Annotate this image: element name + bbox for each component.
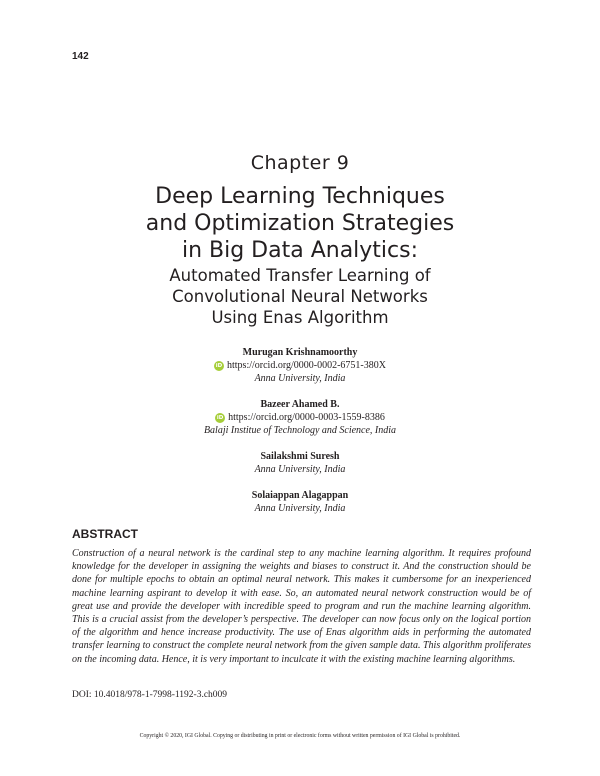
author-affiliation: Anna University, India (254, 503, 346, 514)
author-name: Sailakshmi Suresh (260, 451, 340, 462)
author-block (0, 450, 600, 476)
orcid-icon: iD (215, 362, 223, 369)
author-orcid (0, 411, 600, 424)
chapter-label: Chapter 9 (250, 152, 350, 174)
orcid-link[interactable]: https://orcid.org/0000-0003-1559-8386 (228, 412, 385, 423)
copyright-notice: Copyright © 2020, IGI Global. Copying or distributing in print or electronic forms without written permission of IGI Global is prohibited. (139, 733, 461, 739)
author-affiliation: Balaji Institue of Technology and Science, India (203, 425, 397, 436)
orcid-link[interactable]: https://orcid.org/0000-0002-6751-380X (227, 360, 386, 371)
author-name: Solaiappan Alagappan (251, 490, 349, 501)
subtitle-line: Using Enas Algorithm (211, 308, 389, 327)
author-block (0, 398, 600, 437)
author-name: Bazeer Ahamed B. (260, 399, 340, 410)
abstract-body: Construction of a neural network is the cardinal step to any machine learning algorithm. It requires profound knowledge for the developer in assigning the weights and biases to construct it. And the construction should be done for multiple epochs to obtain an optimal neural network. This makes it cumbersome for an inexperienced machine learning aspirant to develop it with ease. So, an automated neural network construction would be of great use and provide the developer with incredible speed to program and run the machine learning algorithm. This is a crucial assist from the developer’s perspective. The developer can now focus only on the logical portion of the algorithm and hence increase productivity. The use of Enas algorithm aids in performing the automated transfer learning to construct the complete neural network from the given sample data. This algorithm proliferates on the incoming data. Hence, it is very important to inculcate it with the existing machine learning algorithms. (72, 548, 531, 665)
subtitle-line: Automated Transfer Learning of (169, 266, 431, 285)
title-line: and Optimization Strategies (145, 211, 455, 236)
chapter-title (0, 183, 600, 264)
author-block (0, 489, 600, 515)
author-list (0, 346, 600, 528)
author-affiliation: Anna University, India (254, 464, 346, 475)
abstract-heading: ABSTRACT (72, 527, 138, 541)
doi: DOI: 10.4018/978-1-7998-1192-3.ch009 (72, 690, 228, 700)
title-line: in Big Data Analytics: (181, 238, 419, 263)
author-orcid (0, 359, 600, 372)
author-block (0, 346, 600, 385)
subtitle-line: Convolutional Neural Networks (172, 287, 428, 306)
orcid-icon: iD (216, 414, 224, 421)
title-line: Deep Learning Techniques (155, 184, 445, 209)
author-name: Murugan Krishnamoorthy (242, 347, 358, 358)
chapter-subtitle (0, 265, 600, 328)
author-affiliation: Anna University, India (254, 373, 346, 384)
page-number: 142 (72, 51, 89, 62)
